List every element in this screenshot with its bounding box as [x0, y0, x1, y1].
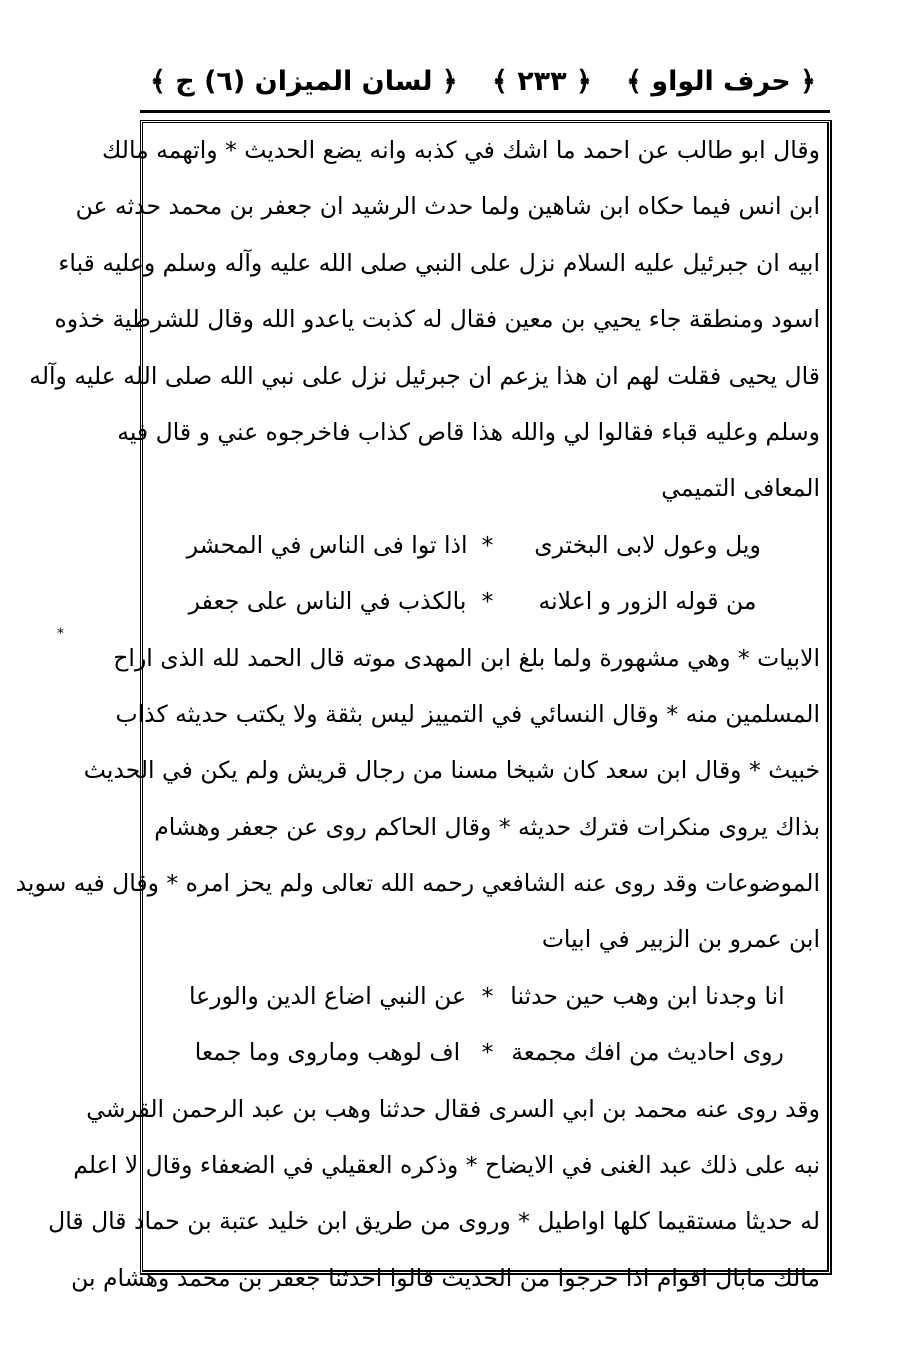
text-line: الموضوعات وقد روى عنه الشافعي رحمه الله تعالى ولم يحز امره * وقال فيه سويد: [15, 869, 820, 898]
verse-second-hemistich: بالكذب في الناس على جعفر: [188, 587, 467, 616]
text-line: بذاك يروى منكرات فترك حديثه * وقال الحاكم روى عن جعفر وهشام: [154, 812, 820, 841]
main-text: [15, 122, 820, 1306]
verse-separator: *: [481, 981, 494, 1010]
poem-verse: [155, 517, 820, 573]
page-header: [150, 56, 816, 106]
verse-separator: *: [481, 587, 494, 616]
text-line: المعافى التميمي: [661, 474, 820, 503]
margin-asterisk: *: [57, 626, 64, 642]
verse-first-hemistich: ويل وعول لابى البخترى: [534, 530, 761, 559]
verse-second-hemistich: اف لوهب وماروى وما جمعا: [194, 1038, 461, 1067]
verse-second-hemistich: عن النبي اضاع الدين والورعا: [188, 981, 467, 1010]
page-number: ﴿ ٢٣٣ ﴾: [491, 65, 592, 97]
verse-separator: *: [481, 530, 494, 559]
text-line: اسود ومنطقة جاء يحيي بن معين فقال له كذبت ياعدو الله وقال للشرطية خذوه: [54, 305, 820, 334]
text-line: الابيات * وهي مشهورة ولما بلغ ابن المهدى موته قال الحمد لله الذى اراح: [113, 643, 820, 672]
text-line: نبه على ذلك عبد الغنى في الايضاح * وذكره العقيلي في الضعفاء وقال لا اعلم: [73, 1151, 820, 1180]
text-line: ابن عمرو بن الزبير في ابيات: [541, 925, 820, 954]
book-title: ﴿ لسان الميزان (٦) ج ﴾: [150, 65, 458, 97]
text-line: وقد روى عنه محمد بن ابي السرى فقال حدثنا وهب بن عبد الرحمن القرشي: [86, 1094, 820, 1123]
poem-verse: [155, 573, 820, 629]
poem-verse: [155, 968, 820, 1024]
text-line: ابيه ان جبرئيل عليه السلام نزل على النبي صلى الله عليه وآله وسلم وعليه قباء: [58, 248, 820, 277]
text-line: له حديثا مستقيما كلها اواطيل * وروى من طريق ابن خليد عتبة بن حماد قال قال: [48, 1207, 820, 1236]
poem-verse: [155, 1024, 820, 1080]
text-line: المسلمين منه * وقال النسائي في التمييز ليس بثقة ولا يكتب حديثه كذاب: [115, 699, 820, 728]
text-line: وسلم وعليه قباء فقالوا لي والله هذا قاص كذاب فاخرجوه عني و قال فيه: [117, 417, 820, 446]
header-rule: [140, 110, 830, 113]
text-line: مالك مابال اقوام اذا خرجوا من الحديث قالوا احدثنا جعفر بن محمد وهشام بن: [71, 1263, 820, 1292]
verse-first-hemistich: من قوله الزور و اعلانه: [538, 587, 757, 616]
text-line: ابن انس فيما حكاه ابن شاهين ولما حدث الرشيد ان جعفر بن محمد حدثه عن: [75, 192, 820, 221]
text-line: قال يحيى فقلت لهم ان هذا يزعم ان جبرئيل نزل على نبي الله صلى الله عليه وآله: [29, 361, 820, 390]
text-line: خبيث * وقال ابن سعد كان شيخا مسنا من رجال قريش ولم يكن في الحديث: [83, 756, 820, 785]
verse-first-hemistich: انا وجدنا ابن وهب حين حدثنا: [510, 981, 785, 1010]
chapter-title: ﴿ حرف الواو ﴾: [626, 65, 816, 97]
verse-first-hemistich: روى احاديث من افك مجمعة: [511, 1038, 784, 1067]
verse-separator: *: [481, 1038, 494, 1067]
text-line: وقال ابو طالب عن احمد ما اشك في كذبه وانه يضع الحديث * واتهمه مالك: [101, 136, 820, 164]
verse-second-hemistich: اذا توا فى الناس في المحشر: [186, 530, 468, 559]
